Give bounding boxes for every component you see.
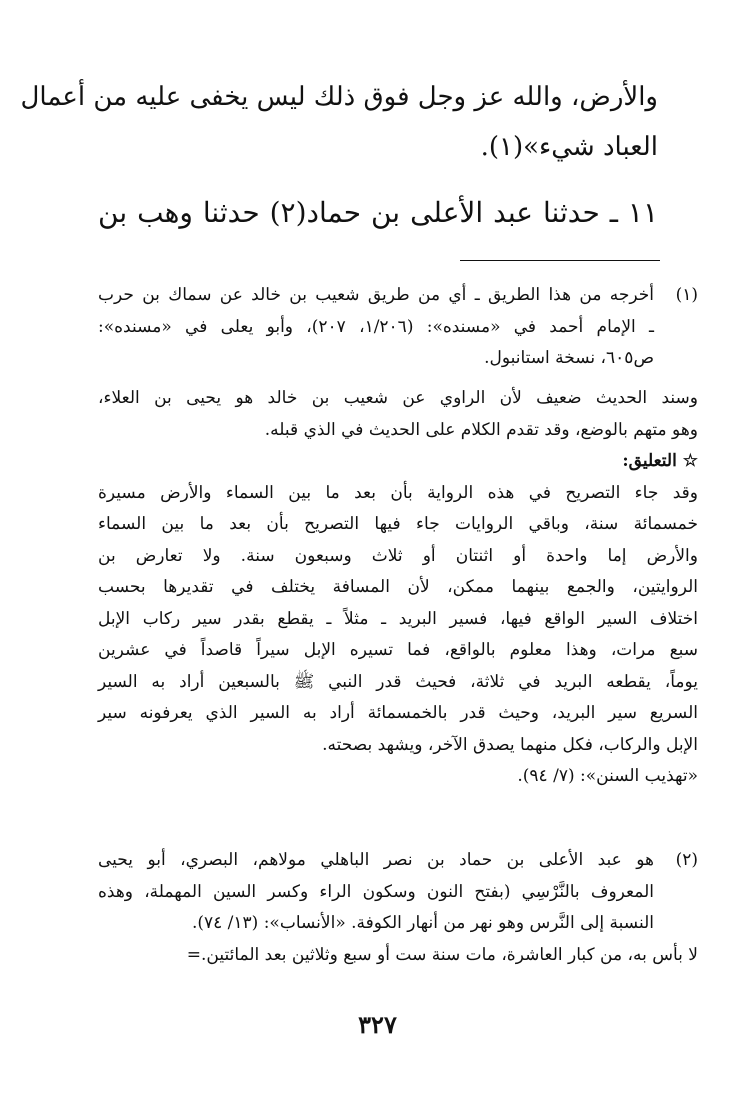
commentary-line: سبع مرات، وهذا معلوم بالواقع، فما تسيره الإبل سيراً قاصداً في عشرين [98, 640, 698, 660]
commentary-line: الإبل والركاب، فكل منهما يصدق الآخر، ويشهد بصحته. [322, 734, 698, 755]
footnote-line: النسبة إلى النَّرس وهو نهر من أنهار الكوفة. «الأنساب»: (١٣/ ٧٤). [191, 913, 654, 933]
footnote-number: (١) [675, 285, 698, 305]
commentary-line: السريع سير البريد، وحيث قدر بالخمسمائة أراد به السير الذي يعرفونه سير [98, 703, 698, 723]
footnote-line: ـ الإمام أحمد في «مسنده»: (١/٢٠٦، ٢٠٧)، وأبو يعلى في «مسنده»: [98, 316, 655, 337]
footnote-line: المعروف بالنَّرْسِي (بفتح النون وسكون الراء وكسر السين المهملة، وهذه [98, 881, 654, 902]
main-text-line: العباد شيء»(١). [480, 132, 658, 162]
main-text [20, 72, 658, 238]
page-number: ٣٢٧ [358, 1010, 397, 1039]
commentary-line: يوماً، يقطعه البريد في ثلاثة، فحيث قدر النبي ﷺ بالسبعين أراد به السير [98, 671, 698, 692]
commentary-line: وقد جاء التصريح في هذه الرواية بأن بعد ما بين السماء والأرض مسيرة [98, 482, 698, 503]
footnote-number: (٢) [675, 850, 698, 870]
hadith-line: ١١ ـ حدثنا عبد الأعلى بن حماد(٢) حدثنا وهب بن [98, 196, 658, 229]
footnote-line: أخرجه من هذا الطريق ـ أي من طريق شعيب بن خالد عن سماك بن حرب [98, 285, 654, 305]
commentary-heading: ☆ التعليق: [622, 451, 698, 471]
footnote-separator [460, 260, 660, 261]
commentary-line: خمسمائة سنة، وباقي الروايات جاء فيها التصريح بأن بعد ما بين السماء [98, 514, 698, 534]
commentary-line: اختلاف السير الواقع فيها، فسير البريد ـ مثلاً ـ يقطع بقدر سير ركاب الإبل [98, 608, 698, 629]
footnote-line: لا بأس به، من كبار العاشرة، مات سنة ست أو سبع وثلاثين بعد المائتين.= [186, 945, 698, 965]
main-text-line: والأرض، والله عز وجل فوق ذلك ليس يخفى عليه من أعمال [20, 82, 658, 112]
footnote-line: وهو متهم بالوضع، وقد تقدم الكلام على الحديث في الذي قبله. [264, 419, 698, 440]
footnote-1-paragraph [98, 383, 698, 793]
footnote-line: هو عبد الأعلى بن حماد بن نصر الباهلي مولاهم، البصري، أبو يحيى [98, 850, 654, 870]
reference-line: «تهذيب السنن»: (٧/ ٩٤). [517, 766, 698, 786]
footnote-1 [98, 280, 698, 375]
footnote-line: ص٦٠٥، نسخة استانبول. [484, 348, 654, 368]
commentary-line: الروايتين، والجمع بينهما ممكن، لأن المسافة يختلف في تقديرها بحسب [98, 577, 698, 597]
commentary-line: والأرض إما واحدة أو اثنتان أو ثلاث وسبعون سنة. ولا تعارض بن [98, 545, 698, 566]
footnote-2-continued [98, 940, 698, 972]
footnote-2 [98, 845, 698, 940]
footnote-line: وسند الحديث ضعيف لأن الراوي عن شعيب بن خالد هو يحيى بن العلاء، [98, 388, 698, 408]
